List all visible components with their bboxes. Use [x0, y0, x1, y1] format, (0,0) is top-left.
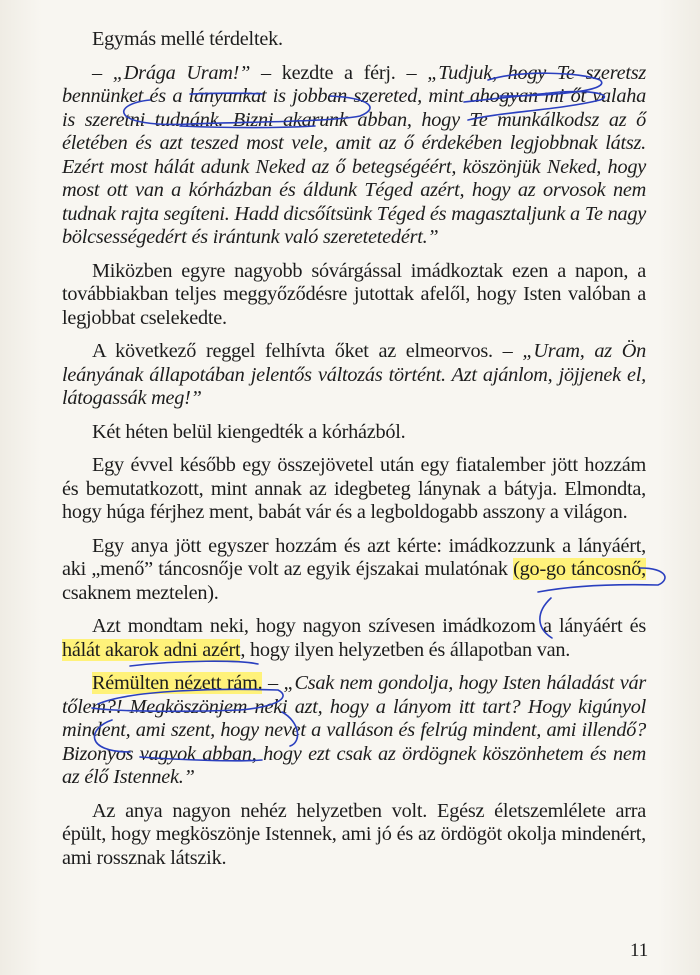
- body-text: A következő reggel felhívta őket az elmeorvos. –: [92, 340, 523, 362]
- paragraph: [62, 340, 646, 411]
- body-text: – kezdte a férj. –: [250, 61, 428, 84]
- paragraph: [62, 535, 646, 606]
- paragraph: [62, 421, 646, 445]
- paragraph: [62, 615, 646, 662]
- paragraph: [62, 454, 646, 525]
- page-number: 11: [630, 940, 649, 961]
- body-text: , hogy ilyen helyzetben és állapotban van.: [240, 638, 571, 661]
- highlighted-text: Rémülten nézett rám.: [92, 672, 263, 694]
- body-text: Egy anya jött egyszer hozzám és azt kérte: imádkozzunk a lányáért, aki „menő” táncosnője volt az egyik éjszakai mulatónak: [62, 534, 646, 580]
- italic-quote-text: „Csak nem gondolja, hogy Isten háladást vár tőlem?! Megköszönjem neki azt, hogy a lányom itt tart? Hogy kigúnyol mindent, ami szent, hogy nevet a valláson és felrúg mindent, ami illendő? Bizonyos vagyok abban, hogy ezt csak az ördögnek köszönhetem és nem az élő Istennek.”: [62, 672, 647, 788]
- body-text: –: [262, 672, 284, 694]
- paragraph: [62, 672, 646, 790]
- italic-quote-text: „Uram, az Ön leányának állapotában jelentős változás történt. Azt ajánlom, jöjjenek el, látogassák meg!”: [62, 340, 646, 409]
- paragraph: [62, 62, 646, 250]
- body-text: Egymás mellé térdeltek.: [92, 28, 283, 50]
- body-text: csaknem meztelen).: [62, 581, 219, 604]
- paragraph: [62, 260, 646, 331]
- paragraph: [62, 800, 646, 871]
- highlighted-text: hálát akarok adni azért: [62, 638, 241, 661]
- body-text: –: [92, 61, 113, 84]
- highlighted-text: (go-go táncosnő,: [513, 558, 646, 580]
- paragraph: [62, 28, 646, 52]
- body-text: Az anya nagyon nehéz helyzetben volt. Egész életszemlélete arra épült, hogy megköszönje Istennek, ami jó és az ördögöt okolja mindenért, ami rossznak látszik.: [62, 799, 646, 869]
- page-body-text: [62, 28, 646, 870]
- body-text: Miközben egyre nagyobb sóvárgással imádkoztak ezen a napon, a továbbiakban teljes meggyőződésre jutottak afelől, hogy Isten valóban a legjobbat cselekedte.: [62, 259, 646, 329]
- body-text: Egy évvel később egy összejövetel után egy fiatalember jött hozzám és bemutatkozott, mint annak az idegbeteg lánynak a bátyja. Elmondta, hogy húga férjhez ment, babát vár és a legboldogabb asszony a világon.: [62, 454, 646, 523]
- italic-quote-text: „Drága Uram!”: [112, 61, 251, 84]
- italic-quote-text: „Tudjuk, hogy Te szeretsz bennünket és a lányunkat is jobban szereted, mint ahogyan mi őt valaha is szeretni tudnánk. Bizni akarunk abban, hogy Te munkálkodsz az ő életében és azt teszed most vele, amit az ő érdekében legjobbnak látsz. Ezért most hálát adunk Neked az ő betegségéért, köszönjük Neked, hogy most ott van a kórházban és áldunk Téged azért, hogy az orvosok nem tudnak rajta segíteni. Hadd dicsőítsünk Téged és magasztaljunk a Te nagy bölcsességedért és irántunk való szeretetedért.”: [62, 61, 647, 248]
- body-text: Két héten belül kiengedték a kórházból.: [92, 420, 406, 443]
- body-text: Azt mondtam neki, hogy nagyon szívesen imádkozom a lányáért és: [92, 615, 646, 637]
